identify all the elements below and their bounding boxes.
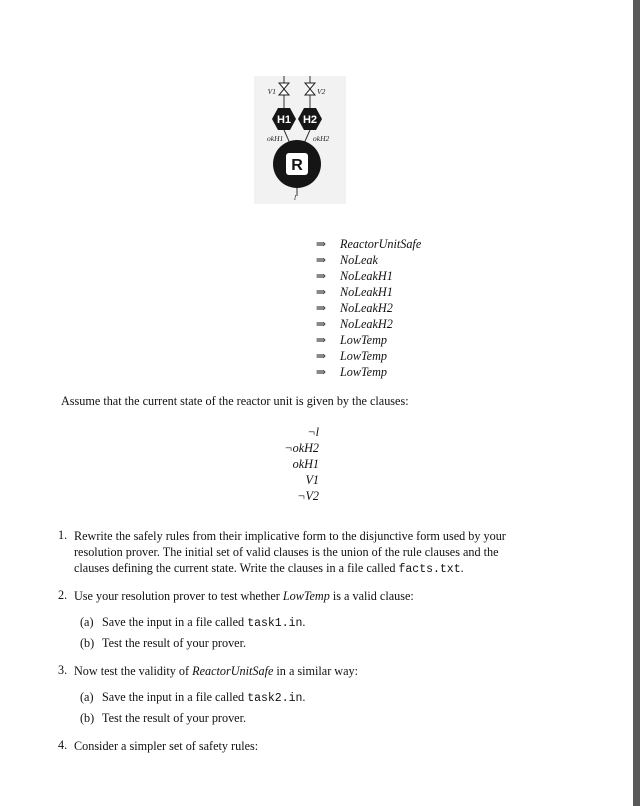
fact-clause: ¬l [307, 425, 319, 439]
subtask-text: Test the result of your prover. [102, 636, 247, 650]
subtask-text-body: Save the input in a file called [102, 690, 248, 704]
subtask-text [102, 615, 305, 630]
subtask-label: (a) [80, 690, 94, 704]
fact-clause: ¬V2 [297, 489, 319, 503]
task-text-after: in a similar way: [273, 664, 358, 678]
reactor-diagram [252, 74, 348, 206]
rule-conclusion: NoLeakH2 [340, 301, 393, 315]
filename: facts.txt [398, 563, 461, 576]
ok-h2-label: okH2 [313, 134, 330, 143]
fact-clause: V1 [305, 473, 319, 487]
rule-conclusion: NoLeakH2 [340, 317, 393, 331]
filename: task2.in [247, 692, 303, 705]
implies-symbol: ⇒ [315, 269, 327, 283]
task-4-text: Consider a simpler set of safety rules: [74, 739, 259, 753]
valve-2-label: V2 [317, 87, 326, 96]
subtask-text: Test the result of your prover. [102, 711, 247, 725]
heater-1-label: H1 [276, 114, 292, 126]
task-number: 3. [58, 663, 68, 677]
rule-conclusion: LowTemp [340, 333, 387, 347]
rule-conclusion: LowTemp [340, 365, 387, 379]
task-2-text [74, 588, 558, 604]
task-text-after: is a valid clause: [329, 589, 414, 603]
implies-symbol: ⇒ [315, 237, 327, 251]
task-text-before: Use your resolution prover to test whether [74, 589, 283, 603]
implies-symbol: ⇒ [315, 285, 327, 299]
fact-clause: ¬okH2 [284, 441, 319, 455]
subtask-label: (b) [80, 636, 95, 650]
subtask-label: (b) [80, 711, 95, 725]
task-number: 4. [58, 738, 68, 752]
reactor-label: R [291, 157, 303, 174]
task-1-text [74, 528, 558, 578]
task-line [74, 560, 558, 578]
task-number: 2. [58, 588, 68, 602]
heater-2-label: H2 [302, 114, 318, 126]
ok-h1-label: okH1 [267, 134, 284, 143]
task-line: Rewrite the safely rules from their implicative form to the disjunctive form used by your [74, 529, 506, 543]
subtask-label: (a) [80, 615, 94, 629]
reactor-icon [273, 140, 321, 188]
punctuation: . [302, 615, 306, 629]
page-edge [633, 0, 640, 806]
math-term: LowTemp [282, 589, 330, 603]
valve-1-label: V1 [267, 87, 276, 96]
rule-conclusion: LowTemp [340, 349, 387, 363]
subtask-text [102, 690, 305, 705]
task-text-before: Now test the validity of [74, 664, 193, 678]
math-term: ReactorUnitSafe [192, 664, 274, 678]
rule-conclusion: NoLeak [340, 253, 378, 267]
task-3-text [74, 663, 558, 679]
subtask-text-body: Save the input in a file called [102, 615, 248, 629]
filename: task1.in [247, 617, 303, 630]
punctuation: . [460, 561, 464, 575]
implies-symbol: ⇒ [315, 253, 327, 267]
implies-symbol: ⇒ [315, 333, 327, 347]
rule-conclusion: ReactorUnitSafe [340, 237, 422, 251]
task-line-text: clauses defining the current state. Write the clauses in a file called [74, 561, 399, 575]
task-number: 1. [58, 528, 68, 542]
rule-conclusion: NoLeakH1 [340, 285, 393, 299]
rule-conclusion: NoLeakH1 [340, 269, 393, 283]
level-label: l [294, 193, 297, 202]
fact-clause: okH1 [292, 457, 319, 471]
punctuation: . [302, 690, 306, 704]
implies-symbol: ⇒ [315, 301, 327, 315]
implies-symbol: ⇒ [315, 317, 327, 331]
assume-paragraph: Assume that the current state of the reactor unit is given by the clauses: [61, 394, 409, 408]
task-line: resolution prover. The initial set of valid clauses is the union of the rule clauses and the [74, 545, 499, 559]
implies-symbol: ⇒ [315, 365, 327, 379]
implies-symbol: ⇒ [315, 349, 327, 363]
